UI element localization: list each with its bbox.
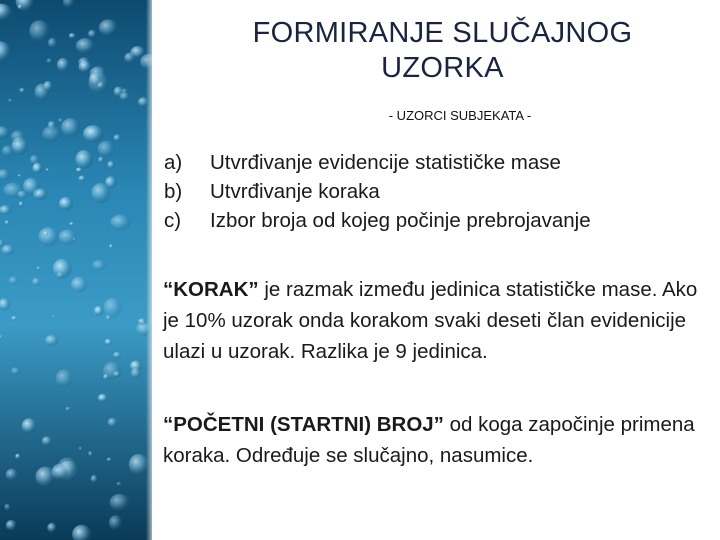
- water-droplet: [32, 163, 42, 174]
- title-line-1: FORMIRANJE SLUČAJNOG: [252, 17, 633, 49]
- korak-paragraph: [163, 274, 708, 367]
- water-droplet: [47, 58, 53, 63]
- water-droplet: [83, 125, 104, 142]
- water-droplet: [42, 436, 52, 446]
- strip-fade-edge: [146, 0, 156, 540]
- water-droplet: [11, 316, 17, 321]
- water-droplet: [109, 515, 122, 530]
- water-droplet: [107, 161, 114, 169]
- water-droplet: [110, 215, 130, 231]
- water-droplet: [17, 190, 27, 198]
- list-item: [164, 148, 704, 177]
- list-marker: c): [164, 209, 182, 232]
- water-droplet: [116, 482, 121, 486]
- water-droplet: [18, 4, 23, 9]
- water-droplet: [88, 30, 97, 39]
- water-droplet: [19, 88, 25, 93]
- list-marker: a): [164, 151, 183, 174]
- water-droplet: [57, 272, 65, 279]
- water-droplet: [6, 469, 18, 481]
- water-droplet: [57, 58, 70, 72]
- list-marker: b): [164, 180, 183, 203]
- water-droplet: [59, 197, 73, 210]
- water-droplet: [52, 315, 55, 318]
- water-droplet: [92, 260, 106, 271]
- water-droplet: [91, 475, 98, 483]
- water-droplet: [5, 220, 10, 225]
- water-droplet: [15, 454, 20, 460]
- water-droplet: [52, 464, 68, 481]
- water-droplet: [103, 362, 121, 380]
- water-droplet: [11, 130, 25, 143]
- water-droplet: [48, 38, 57, 48]
- water-droplet: [108, 418, 118, 428]
- list-item-text: Utvrđivanje evidencije statističke mase: [210, 151, 561, 174]
- water-droplet: [47, 523, 56, 533]
- water-droplet: [61, 118, 80, 137]
- water-droplet: [107, 458, 112, 462]
- water-droplet: [42, 126, 61, 142]
- water-droplet: [98, 157, 104, 164]
- slide-title: [175, 16, 710, 86]
- water-droplet: [2, 245, 15, 255]
- water-droplet: [71, 277, 87, 293]
- water-droplet: [114, 87, 124, 98]
- water-droplet: [113, 352, 121, 358]
- pocetni-broj-term: “POČETNI (STARTNI) BROJ”: [163, 413, 444, 436]
- water-droplet: [88, 451, 92, 456]
- water-droplet: [59, 230, 77, 245]
- pocetni-broj-definition: od koga započinje primena koraka. Određuje se slučajno, nasumice.: [163, 413, 695, 467]
- water-droplet: [58, 118, 63, 122]
- slide-subtitle: - UZORCI SUBJEKATA -: [388, 108, 532, 123]
- water-droplet: [131, 368, 141, 379]
- list-item-text: Izbor broja od kojeg počinje prebrojavanje: [210, 209, 591, 232]
- water-droplet: [43, 81, 52, 91]
- water-droplet: [91, 183, 110, 203]
- water-droplet: [105, 339, 112, 346]
- water-droplet: [75, 150, 93, 169]
- korak-term: “KORAK”: [163, 278, 259, 301]
- list-item-text: Utvrđivanje koraka: [210, 180, 380, 203]
- water-droplet: [76, 38, 95, 54]
- steps-list: [164, 148, 704, 235]
- water-droplet: [130, 46, 145, 58]
- water-droplet: [11, 367, 20, 374]
- water-droplet: [22, 418, 37, 433]
- water-droplet: [44, 231, 49, 236]
- water-droplet: [6, 520, 17, 531]
- water-droplet: [4, 504, 10, 511]
- water-droplet: [79, 447, 82, 451]
- water-droplet: [56, 369, 73, 387]
- water-droplet: [9, 276, 19, 284]
- water-droplet: [2, 145, 14, 156]
- water-droplet: [66, 407, 71, 411]
- water-droplet: [98, 141, 115, 158]
- title-line-2: UZORKA: [381, 52, 504, 84]
- water-droplet: [69, 222, 74, 226]
- water-droplet: [69, 33, 76, 39]
- list-item: [164, 206, 704, 235]
- water-droplet: [45, 335, 59, 346]
- water-droplet: [18, 174, 21, 177]
- water-droplet: [98, 394, 108, 403]
- water-droplet: [113, 134, 121, 141]
- water-droplet: [104, 298, 122, 318]
- water-droplet: [37, 266, 41, 270]
- water-droplet: [79, 176, 86, 182]
- water-droplets-image: [0, 0, 152, 540]
- water-droplet: [46, 168, 49, 171]
- water-droplet: [110, 494, 130, 511]
- list-item: [164, 177, 704, 206]
- water-droplet: [79, 61, 92, 73]
- pocetni-broj-paragraph: [163, 409, 708, 471]
- water-droplet: [32, 278, 41, 286]
- water-droplet: [94, 306, 103, 316]
- korak-definition: je razmak između jedinica statističke mase. Ako je 10% uzorak onda korakom svaki deseti član evidenicije ulazi u uzorak. Razlika je 9 jedinica.: [163, 278, 698, 363]
- water-droplet: [29, 20, 50, 42]
- water-droplet: [99, 19, 118, 36]
- water-droplet: [19, 201, 24, 206]
- water-droplet: [89, 72, 101, 85]
- water-droplet: [39, 227, 59, 246]
- water-droplet: [8, 99, 12, 103]
- water-droplet: [73, 238, 77, 241]
- water-droplet: [109, 244, 113, 248]
